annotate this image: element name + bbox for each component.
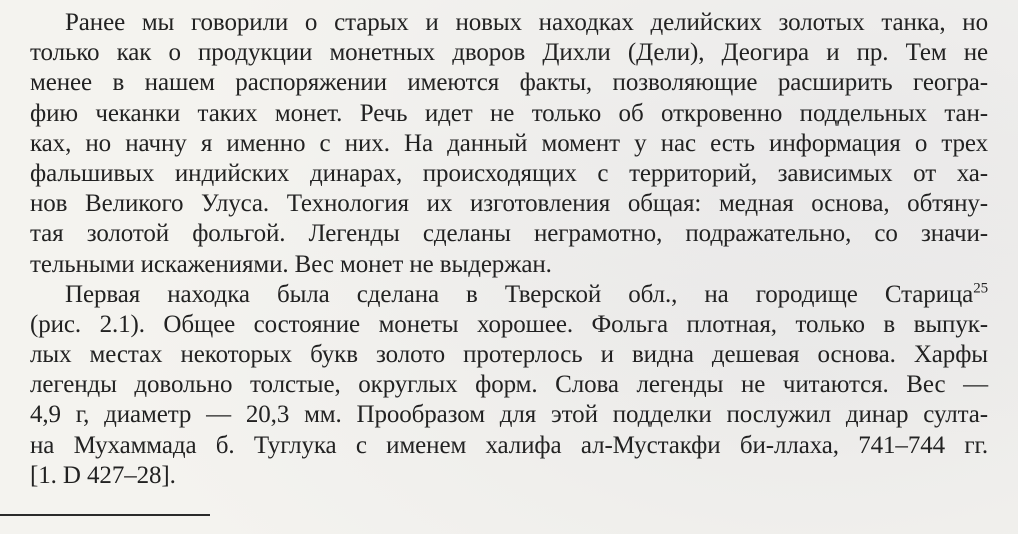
text-line: ках, но начну я именно с них. На данный момент у нас есть информация о трех <box>30 129 988 157</box>
text-line: фальшивых индийских динарах, происходящих с территорий, зависимых от ха- <box>30 159 988 187</box>
text-line-main: Первая находка была сделана в Тверской обл., на городище Старица <box>65 280 974 308</box>
text-line: лых местах некоторых букв золото протерлось и видна дешевая основа. Харфы <box>30 341 988 369</box>
text-line: [1. D 427–28]. <box>30 461 176 489</box>
text-line: тая золотой фольгой. Легенды сделаны неграмотно, подражательно, со значи- <box>30 220 988 248</box>
text-line: Ранее мы говорили о старых и новых находках делийских золотых танка, но <box>65 9 988 36</box>
text-line: менее в нашем распоряжении имеются факты, позволяющие расширить геогра- <box>30 69 988 97</box>
text-line: (рис. 2.1). Общее состояние монеты хорошее. Фольга плотная, только в выпук- <box>30 310 988 338</box>
text-line: нов Великого Улуса. Технология их изготовления общая: медная основа, обтяну- <box>30 190 988 218</box>
text-line-with-footnote <box>30 280 988 310</box>
text-line: фию чеканки таких монет. Речь идет не только об откровенно поддельных тан- <box>30 99 988 127</box>
text-line: легенды довольно толстые, округлых форм. Слова легенды не читаются. Вес — <box>30 371 988 399</box>
text-line: тельными искажениями. Вес монет не выдержан. <box>30 250 552 278</box>
text-line: на Мухаммада б. Туглука с именем халифа ал-Мустакфи би-ллаха, 741–744 гг. <box>30 431 988 459</box>
text-line: 4,9 г, диаметр — 20,3 мм. Прообразом для этой подделки послужил динар султа- <box>30 401 988 429</box>
footnote-rule <box>0 514 210 516</box>
text-line: только как о продукции монетных дворов Дихли (Дели), Деогира и пр. Тем не <box>30 39 988 67</box>
footnote-ref: 25 <box>973 280 988 297</box>
body-text <box>30 8 988 491</box>
